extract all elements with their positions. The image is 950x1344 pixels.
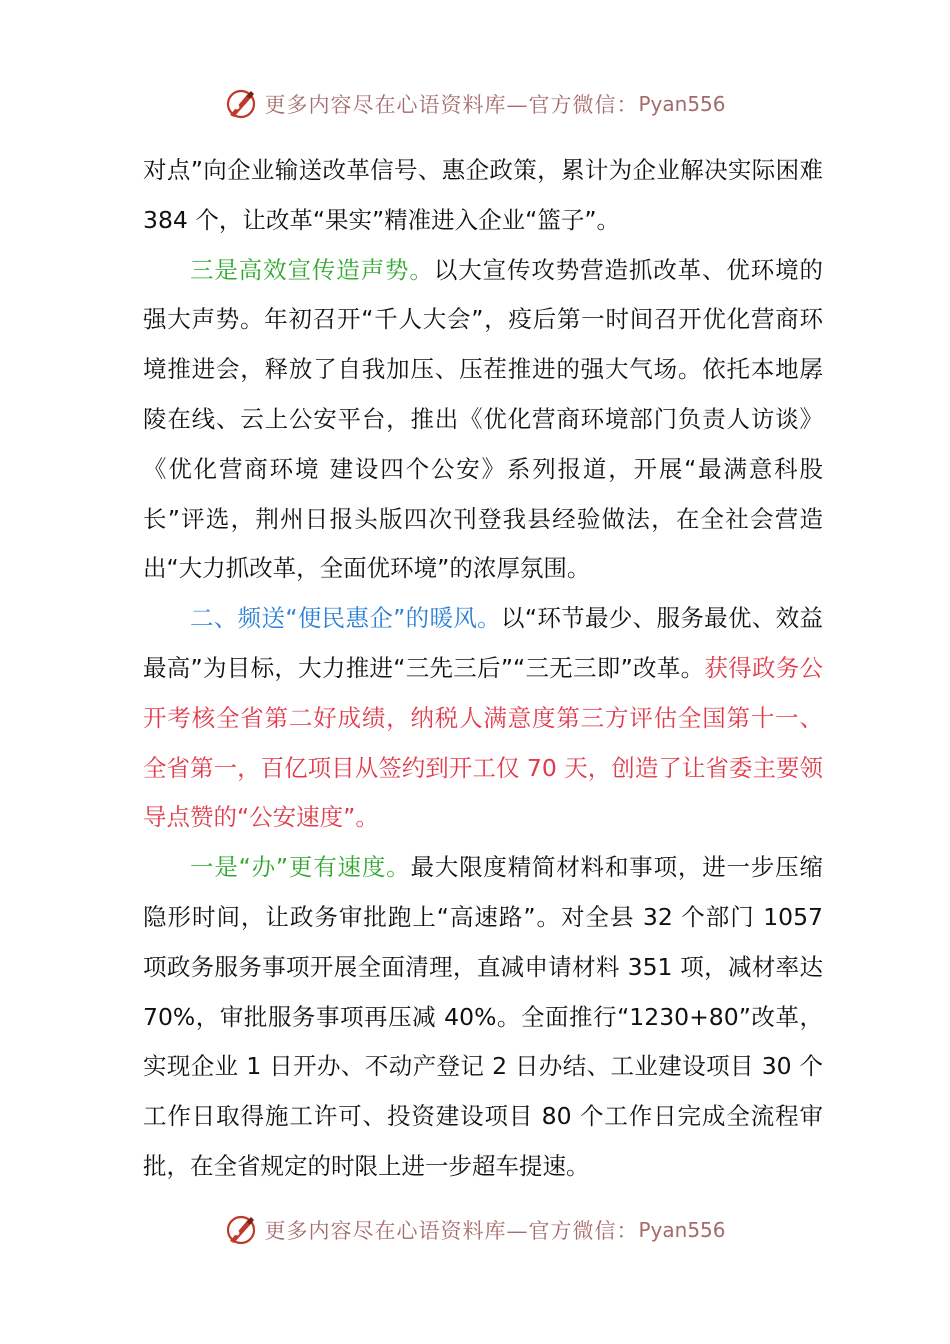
watermark-text: 更多内容尽在心语资料库—官方微信： [264, 93, 639, 117]
document-body [143, 146, 823, 1192]
section-heading: 二、频送“便民惠企”的暖风。 [190, 604, 501, 633]
body-text: 对点”向企业输送改革信号、惠企政策，累计为企业解决实际困难 384 个，让改革“果实”精准进入企业“篮子”。 [143, 156, 823, 234]
paragraph [143, 246, 823, 595]
section-heading: 三是高效宣传造声势。 [190, 255, 434, 284]
highlight-text: 获得政务公开考核全省第二好成绩，纳税人满意度第三方评估全国第十一、全省第一，百亿项目从签约到开工仅 70 天，创造了让省委主要领导点赞的“公安速度”。 [143, 653, 824, 832]
paragraph [143, 594, 823, 843]
pen-logo-icon [224, 87, 258, 121]
body-text: 最大限度精简材料和事项，进一步压缩隐形时间，让政务审批跑上“高速路”。对全县 32 个部门 1057 项政务服务事项开展全面清理，直减申请材料 351 项，减材率达 70%，审批服务事项再压减 40%。全面推行“1230+80”改革，实现企业 1 日开办、不动产登记 2 日办结、工业建设项目 30 个工作日取得施工许可、投资建设项目 80 个工作日完成全流程审批，在全省规定的时限上进一步超车提速。 [143, 853, 823, 1180]
body-text: 以大宣传攻势营造抓改革、优环境的强大声势。年初召开“千人大会”，疫后第一时间召开优化营商环境推进会，释放了自我加压、压茬推进的强大气场。依托本地孱陵在线、云上公安平台，推出《优化营商环境部门负责人访谈》《优化营商环境 建设四个公安》系列报道，开展“最满意科股长”评选，荆州日报头版四次刊登我县经验做法，在全社会营造出“大力抓改革，全面优环境”的浓厚氛围。 [143, 255, 824, 583]
paragraph [143, 146, 823, 246]
watermark-footer [0, 1210, 950, 1250]
pen-logo-icon [224, 1213, 258, 1247]
watermark-text: 更多内容尽在心语资料库—官方微信： [264, 1219, 639, 1243]
watermark-wechat-id: Pyan556 [638, 1218, 726, 1242]
paragraph [143, 843, 823, 1192]
watermark-header [0, 84, 950, 124]
watermark-wechat-id: Pyan556 [638, 92, 726, 116]
section-heading: 一是“办”更有速度。 [190, 853, 411, 882]
body-text: 以“环节最少、服务最优、效益最高”为目标，大力推进“三先三后”“三无三即”改革。 [143, 604, 823, 682]
